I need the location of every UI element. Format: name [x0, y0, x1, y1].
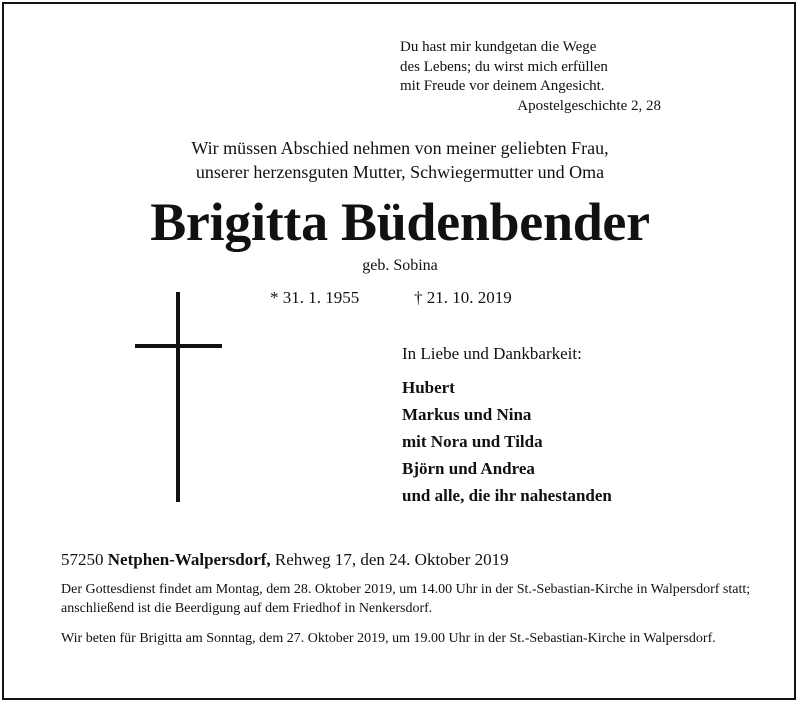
mourner-name: und alle, die ihr nahestanden	[402, 486, 612, 505]
mourner-name: Markus und Nina	[402, 405, 532, 424]
mourners-heading: In Liebe und Dankbarkeit:	[402, 344, 582, 363]
cross-horizontal-bar	[135, 344, 222, 348]
street-and-date: Rehweg 17, den 24. Oktober 2019	[274, 550, 509, 569]
prayer-info: Wir beten für Brigitta am Sonntag, dem 27. Oktober 2019, um 19.00 Uhr in der St.-Sebastian-Kirche in Walpersdorf.	[61, 631, 716, 646]
town-name: Netphen-Walpersdorf,	[107, 550, 271, 569]
intro-text	[0, 136, 800, 184]
bible-verse	[400, 38, 661, 116]
verse-line: Du hast mir kundgetan die Wege	[400, 39, 597, 55]
verse-line: des Lebens; du wirst mich erfüllen	[400, 58, 608, 75]
intro-line: Wir müssen Abschied nehmen von meiner geliebten Frau,	[191, 138, 609, 158]
mourner-name: Hubert	[402, 378, 455, 397]
service-info: Der Gottesdienst findet am Montag, dem 28. Oktober 2019, um 14.00 Uhr in der St.-Sebastian-Kirche in Walpersdorf statt; anschließend ist die Beerdigung auf dem Friedhof in Nenkersdorf.	[61, 582, 751, 616]
death-date: † 21. 10. 2019	[414, 288, 512, 307]
mourner-name: Björn und Andrea	[402, 459, 535, 478]
birth-date: * 31. 1. 1955	[270, 288, 360, 307]
mourners-list	[402, 374, 612, 509]
deceased-name: Brigitta Büdenbender	[150, 192, 650, 252]
verse-line: mit Freude vor deinem Angesicht.	[400, 78, 605, 94]
postal-code: 57250	[61, 550, 104, 569]
maiden-name: geb. Sobina	[362, 257, 438, 274]
mourner-name: mit Nora und Tilda	[402, 432, 543, 451]
intro-line: unserer herzensguten Mutter, Schwiegermutter und Oma	[195, 162, 605, 182]
verse-reference: Apostelgeschichte 2, 28	[517, 97, 661, 114]
cross-vertical-bar	[176, 292, 180, 502]
address-line	[61, 549, 509, 571]
